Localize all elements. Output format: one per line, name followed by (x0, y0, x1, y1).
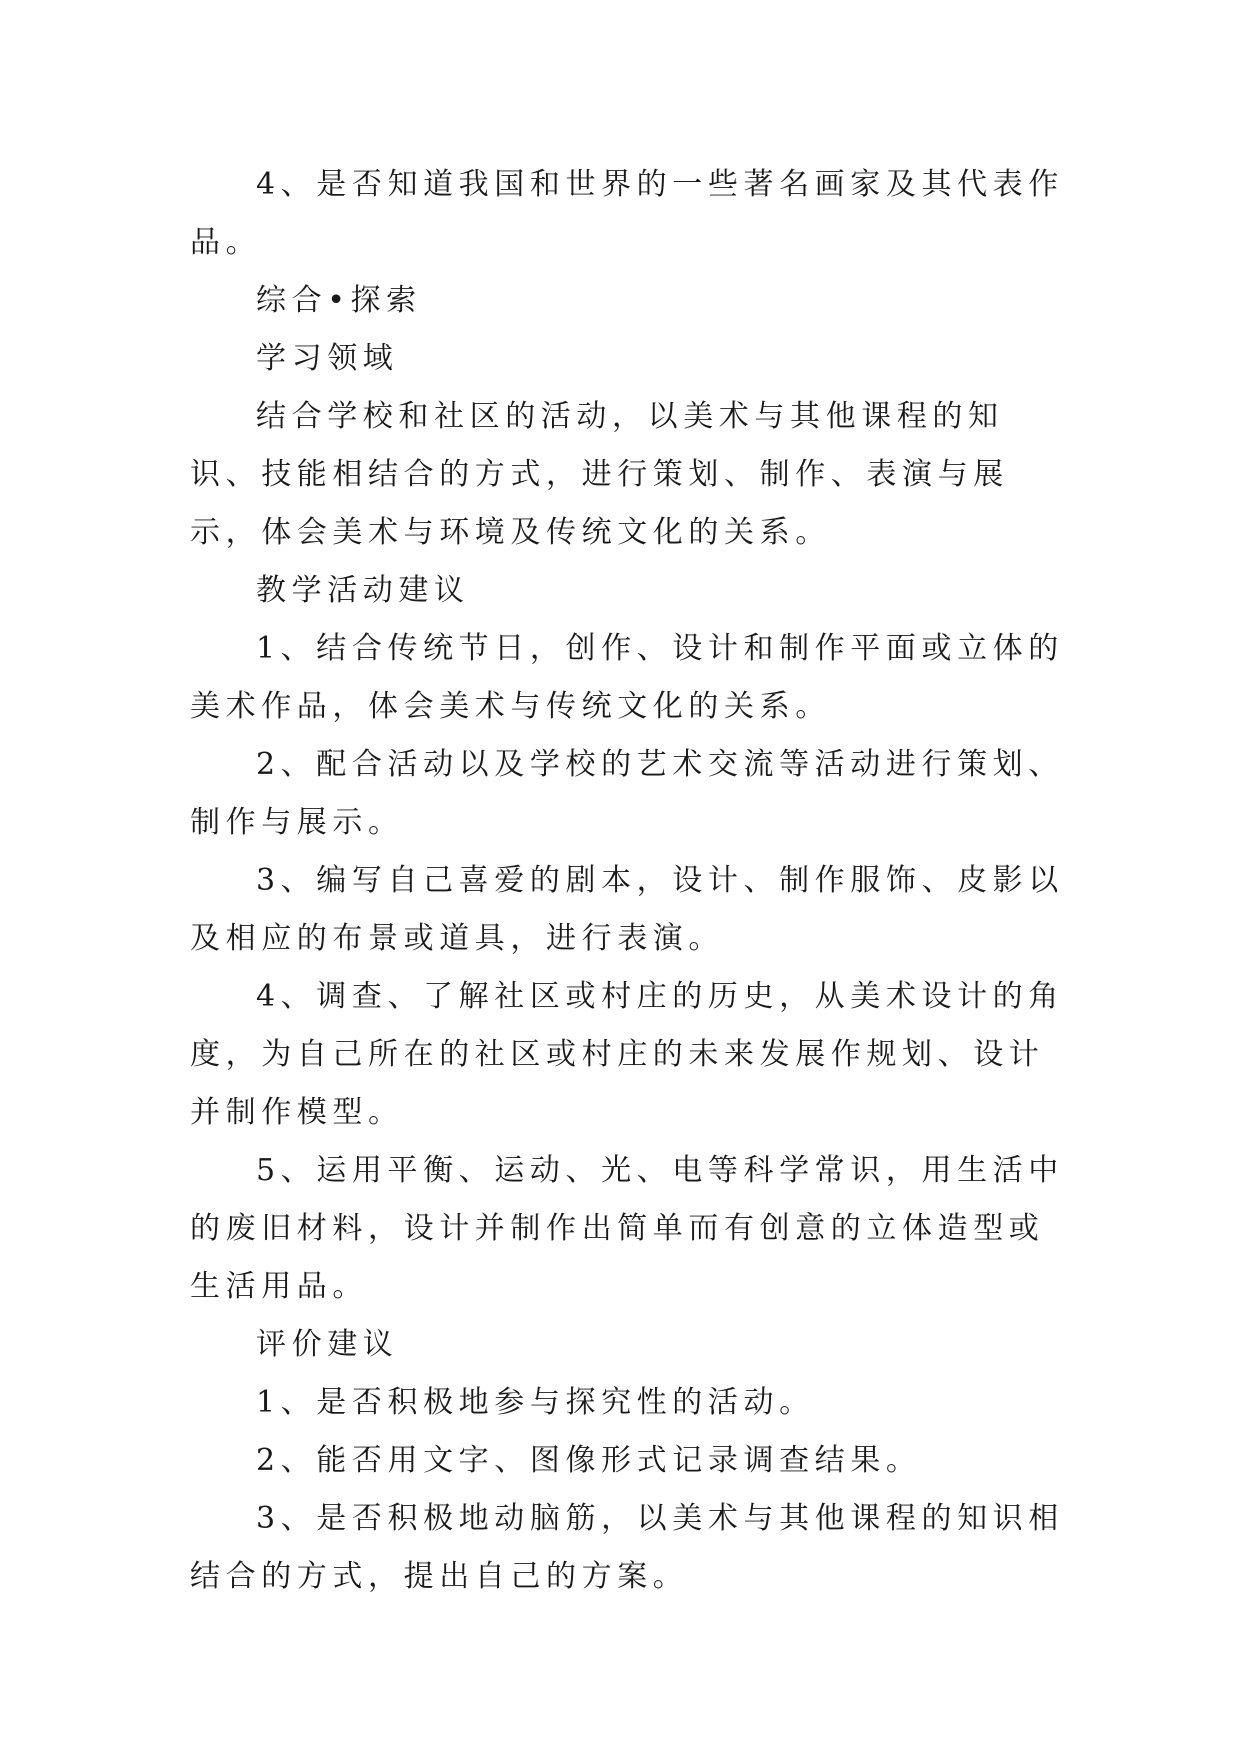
paragraph-activity-4: 4、调查、了解社区或村庄的历史，从美术设计的角度，为自己所在的社区或村庄的未来发展作规划、设计并制作模型。 (190, 979, 1064, 1130)
paragraph-activity-1: 1、结合传统节日，创作、设计和制作平面或立体的美术作品，体会美术与传统文化的关系。 (190, 631, 1064, 724)
paragraph-criterion-famous-painters: 4、是否知道我国和世界的一些著名画家及其代表作品。 (190, 167, 1064, 260)
paragraph-activity-2: 2、配合活动以及学校的艺术交流等活动进行策划、制作与展示。 (190, 747, 1064, 840)
paragraph-evaluation-3: 3、是否积极地动脑筋，以美术与其他课程的知识相结合的方式，提出自己的方案。 (190, 1501, 1064, 1594)
document-body (190, 156, 1070, 1606)
paragraph-evaluation-2: 2、能否用文字、图像形式记录调查结果。 (256, 1443, 922, 1478)
subheading-evaluation: 评价建议 (256, 1327, 399, 1362)
paragraph-activity-5: 5、运用平衡、运动、光、电等科学常识，用生活中的废旧材料，设计并制作出简单而有创意的立体造型或生活用品。 (190, 1153, 1064, 1304)
paragraph-evaluation-1: 1、是否积极地参与探究性的活动。 (256, 1385, 815, 1420)
paragraph-learning-field: 结合学校和社区的活动，以美术与其他课程的知识、技能相结合的方式，进行策划、制作、表演与展示，体会美术与环境及传统文化的关系。 (190, 399, 1009, 550)
section-heading-synthesis-exploration: 综合•探索 (256, 283, 422, 318)
paragraph-activity-3: 3、编写自己喜爱的剧本，设计、制作服饰、皮影以及相应的布景或道具，进行表演。 (190, 863, 1064, 956)
subheading-learning-field: 学习领域 (256, 341, 399, 376)
subheading-teaching-activities: 教学活动建议 (256, 573, 470, 608)
